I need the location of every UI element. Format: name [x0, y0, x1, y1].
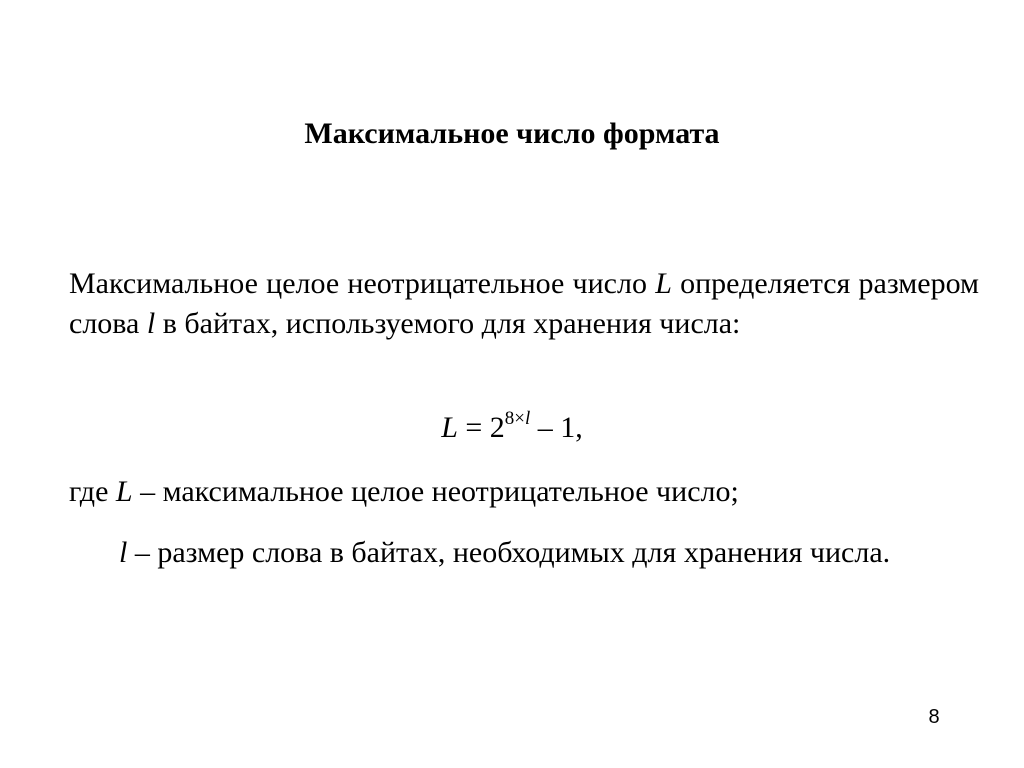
where-variable-L: L [115, 475, 133, 508]
definition-variable-l: l [119, 536, 128, 569]
intro-text-part1: Максимальное целое неотрицательное число [69, 267, 656, 300]
where-line [69, 472, 979, 512]
formula-rest: – 1, [530, 411, 583, 444]
page-number: 8 [928, 706, 940, 728]
intro-text-part2: определяется размером слова [69, 267, 979, 340]
variable-L: L [655, 267, 672, 300]
formula-exponent [505, 408, 531, 429]
intro-text-part3: в байтах, используемого для хранения числа: [155, 307, 741, 340]
variable-l: l [146, 307, 156, 340]
definition-text: – размер слова в байтах, необходимых для хранения числа. [127, 536, 891, 569]
intro-paragraph [69, 264, 979, 344]
formula-equals: = 2 [457, 411, 505, 444]
formula-lhs-variable: L [441, 411, 458, 444]
formula-exponent-variable: l [525, 408, 531, 429]
slide-title: Максимальное число формата [304, 117, 720, 150]
formula [0, 406, 1024, 450]
formula-exponent-prefix: 8× [504, 408, 526, 429]
where-text: – максимальное целое неотрицательное число; [132, 475, 739, 508]
definition-line [69, 533, 979, 573]
where-prefix: где [69, 475, 116, 508]
